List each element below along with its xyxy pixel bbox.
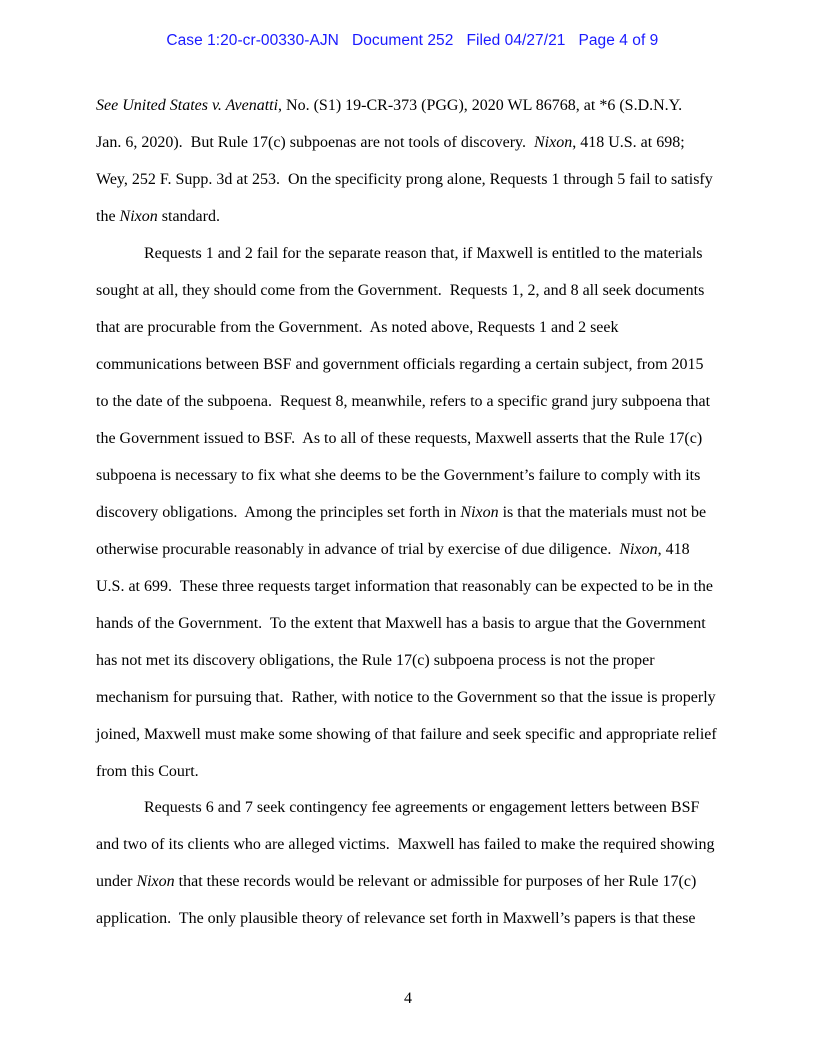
paragraph-2-line-2	[96, 281, 704, 301]
text-run: U.S. at 699. These three requests target information that reasonably can be expected to be in the	[96, 578, 713, 595]
paragraph-3-line-2	[96, 835, 715, 855]
text-run: that are procurable from the Government. As noted above, Requests 1 and 2 seek	[96, 319, 619, 336]
case-citation-italic: Nixon	[534, 134, 573, 151]
paragraph-2-line-12	[96, 651, 655, 671]
paragraph-1-line-2	[96, 133, 685, 153]
paragraph-2-line-4	[96, 355, 704, 375]
case-citation-italic: Nixon	[136, 873, 175, 890]
text-run: and two of its clients who are alleged victims. Maxwell has failed to make the required showing	[96, 836, 715, 853]
page-number: 4	[404, 990, 412, 1007]
paragraph-2-line-9	[96, 540, 690, 560]
text-run: Requests 6 and 7 seek contingency fee agreements or engagement letters between BSF	[144, 799, 700, 816]
text-run: the	[96, 208, 120, 225]
text-run: to the date of the subpoena. Request 8, meanwhile, refers to a specific grand jury subpoena that	[96, 393, 711, 410]
text-run: Requests 1 and 2 fail for the separate reason that, if Maxwell is entitled to the materials	[144, 245, 703, 262]
paragraph-3-line-1	[144, 798, 699, 818]
text-run: under	[96, 873, 137, 890]
paragraph-2-line-3	[96, 318, 619, 338]
text-run: that these records would be relevant or admissible for purposes of her Rule 17(c)	[174, 873, 697, 890]
case-citation-italic: Nixon	[119, 208, 158, 225]
paragraph-2-line-5	[96, 392, 710, 412]
text-run: standard.	[157, 208, 220, 225]
text-run: otherwise procurable reasonably in advance of trial by exercise of due diligence.	[96, 541, 620, 558]
page-indicator: Page 4 of 9	[578, 32, 659, 49]
paragraph-2-line-7	[96, 466, 700, 486]
text-run: discovery obligations. Among the principles set forth in	[96, 504, 461, 521]
paragraph-2-line-13	[96, 688, 716, 708]
paragraph-3-line-3	[96, 872, 696, 892]
text-run: , 418	[657, 541, 690, 558]
paragraph-3-line-4	[96, 909, 696, 929]
text-run: communications between BSF and government officials regarding a certain subject, from 2015	[96, 356, 704, 373]
text-run: is that the materials must not be	[498, 504, 707, 521]
case-citation-italic: Nixon	[460, 504, 499, 521]
filed-date: Filed 04/27/21	[466, 32, 566, 49]
text-run: has not met its discovery obligations, the Rule 17(c) subpoena process is not the proper	[96, 652, 655, 669]
case-number: Case 1:20-cr-00330-AJN	[166, 32, 339, 49]
case-citation-italic: See United States v. Avenatti	[96, 97, 279, 114]
paragraph-1-line-1	[96, 96, 682, 116]
paragraph-2-line-1	[144, 244, 703, 264]
text-run: Wey, 252 F. Supp. 3d at 253. On the specificity prong alone, Requests 1 through 5 fail to satisfy	[96, 171, 713, 188]
paragraph-1-line-3	[96, 170, 713, 190]
case-citation-italic: Nixon	[619, 541, 658, 558]
text-run: Jan. 6, 2020). But Rule 17(c) subpoenas are not tools of discovery.	[96, 134, 534, 151]
paragraph-2-line-6	[96, 429, 702, 449]
paragraph-2-line-8	[96, 503, 706, 523]
text-run: , 418 U.S. at 698;	[572, 134, 685, 151]
document-number: Document 252	[351, 32, 454, 49]
text-run: , No. (S1) 19-CR-373 (PGG), 2020 WL 86768, at *6 (S.D.N.Y.	[278, 97, 683, 114]
text-run: the Government issued to BSF. As to all of these requests, Maxwell asserts that the Rule 17(c)	[96, 430, 703, 447]
text-run: from this Court.	[96, 763, 199, 780]
text-run: mechanism for pursuing that. Rather, with notice to the Government so that the issue is properly	[96, 689, 716, 706]
paragraph-2-line-10	[96, 577, 713, 597]
paragraph-1-line-4	[96, 207, 220, 227]
text-run: application. The only plausible theory of relevance set forth in Maxwell’s papers is that these	[96, 910, 696, 927]
text-run: sought at all, they should come from the Government. Requests 1, 2, and 8 all seek documents	[96, 282, 705, 299]
paragraph-2-line-14	[96, 725, 717, 745]
ecf-filing-header	[0, 14, 816, 50]
text-run: subpoena is necessary to fix what she deems to be the Government’s failure to comply with its	[96, 467, 701, 484]
text-run: hands of the Government. To the extent that Maxwell has a basis to argue that the Government	[96, 615, 706, 632]
paragraph-2-line-15	[96, 762, 199, 782]
paragraph-2-line-11	[96, 614, 706, 634]
text-run: joined, Maxwell must make some showing of that failure and seek specific and appropriate relief	[96, 726, 717, 743]
